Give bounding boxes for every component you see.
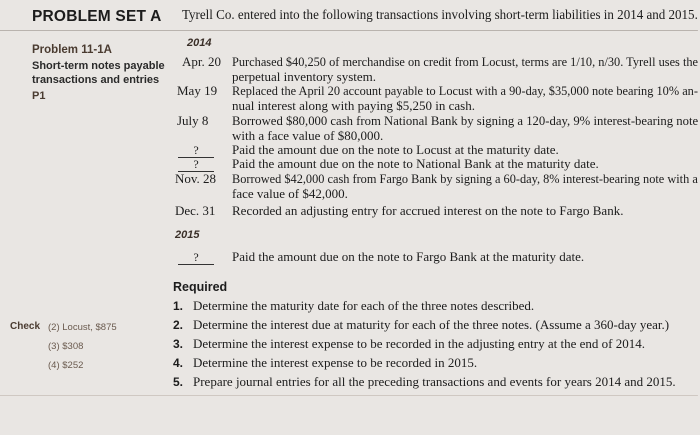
- transaction-text: nual interest along with paying $5,250 in cash.: [232, 98, 475, 113]
- transaction-text: Paid the amount due on the note to Fargo Bank at the maturity date.: [232, 249, 585, 264]
- transaction-text: Paid the amount due on the note to Locust at the maturity date.: [232, 142, 559, 157]
- transaction-text: Recorded an adjusting entry for accrued interest on the note to Fargo Bank.: [232, 203, 624, 218]
- required-item: [173, 355, 477, 371]
- transaction-date: Apr. 20: [182, 54, 221, 69]
- required-item-text: Determine the maturity date for each of the three notes described.: [193, 298, 535, 313]
- transaction-text: with a face value of $80,000.: [232, 128, 384, 143]
- required-item-number: 1.: [173, 299, 184, 313]
- problem-description: [32, 59, 165, 87]
- year-heading-2015: 2015: [175, 229, 200, 241]
- required-item-number: 5.: [173, 375, 184, 389]
- transaction-date: July 8: [177, 113, 209, 128]
- required-heading: Required: [173, 280, 228, 294]
- problem-description-line: transactions and entries: [32, 74, 160, 86]
- required-item-text: Determine the interest expense to be recorded in 2015.: [193, 355, 478, 370]
- transaction-text: perpetual inventory system.: [232, 69, 377, 84]
- required-item-number: 2.: [173, 318, 184, 332]
- problem-number: Problem 11-1A: [32, 44, 112, 56]
- unknown-date-blank: ?: [178, 144, 214, 158]
- required-item-text: Prepare journal entries for all the preceding transactions and events for years 2014 and 2015.: [193, 374, 676, 389]
- required-item: [173, 317, 669, 333]
- required-item: [173, 374, 676, 390]
- check-label: Check: [10, 321, 41, 332]
- required-item-text: Determine the interest expense to be recorded in the adjusting entry at the end of 2014.: [193, 336, 645, 351]
- learning-objective: P1: [32, 90, 46, 102]
- unknown-date-blank: ?: [178, 158, 214, 172]
- required-item-number: 4.: [173, 356, 184, 370]
- transaction-text: Paid the amount due on the note to National Bank at the maturity date.: [232, 156, 599, 171]
- transaction-date: May 19: [177, 83, 218, 98]
- required-item: [173, 336, 645, 352]
- transaction-text: Replaced the April 20 account payable to Locust with a 90-day, $35,000 note bearing 10% an-: [232, 83, 698, 98]
- transaction-text: face value of $42,000.: [232, 186, 348, 201]
- problem-description-line: Short-term notes payable: [32, 60, 165, 72]
- transaction-text: Borrowed $80,000 cash from National Bank by signing a 120-day, 9% interest-bearing note: [232, 113, 699, 128]
- check-figure: (4) $252: [48, 360, 84, 371]
- unknown-date-blank: ?: [178, 251, 214, 265]
- required-item-text: Determine the interest due at maturity for each of the three notes. (Assume a 360-day year.): [193, 317, 670, 332]
- check-figure: (2) Locust, $875: [48, 322, 117, 333]
- problem-set-title: PROBLEM SET A: [32, 8, 162, 25]
- required-item-number: 3.: [173, 337, 184, 351]
- year-heading-2014: 2014: [187, 37, 212, 49]
- problem-intro: Tyrell Co. entered into the following transactions involving short-term liabilities in 2014 and 2015.: [182, 8, 698, 23]
- required-item: [173, 298, 534, 314]
- transaction-date: Nov. 28: [175, 171, 217, 186]
- transaction-text: Borrowed $42,000 cash from Fargo Bank by signing a 60-day, 8% interest-bearing note with a: [232, 171, 698, 186]
- header-divider: [0, 30, 698, 31]
- check-figure: (3) $308: [48, 341, 84, 352]
- bottom-divider: [0, 395, 698, 396]
- transaction-text: Purchased $40,250 of merchandise on credit from Locust, terms are 1/10, n/30. Tyrell uses the: [232, 54, 699, 69]
- transaction-date: Dec. 31: [175, 203, 216, 218]
